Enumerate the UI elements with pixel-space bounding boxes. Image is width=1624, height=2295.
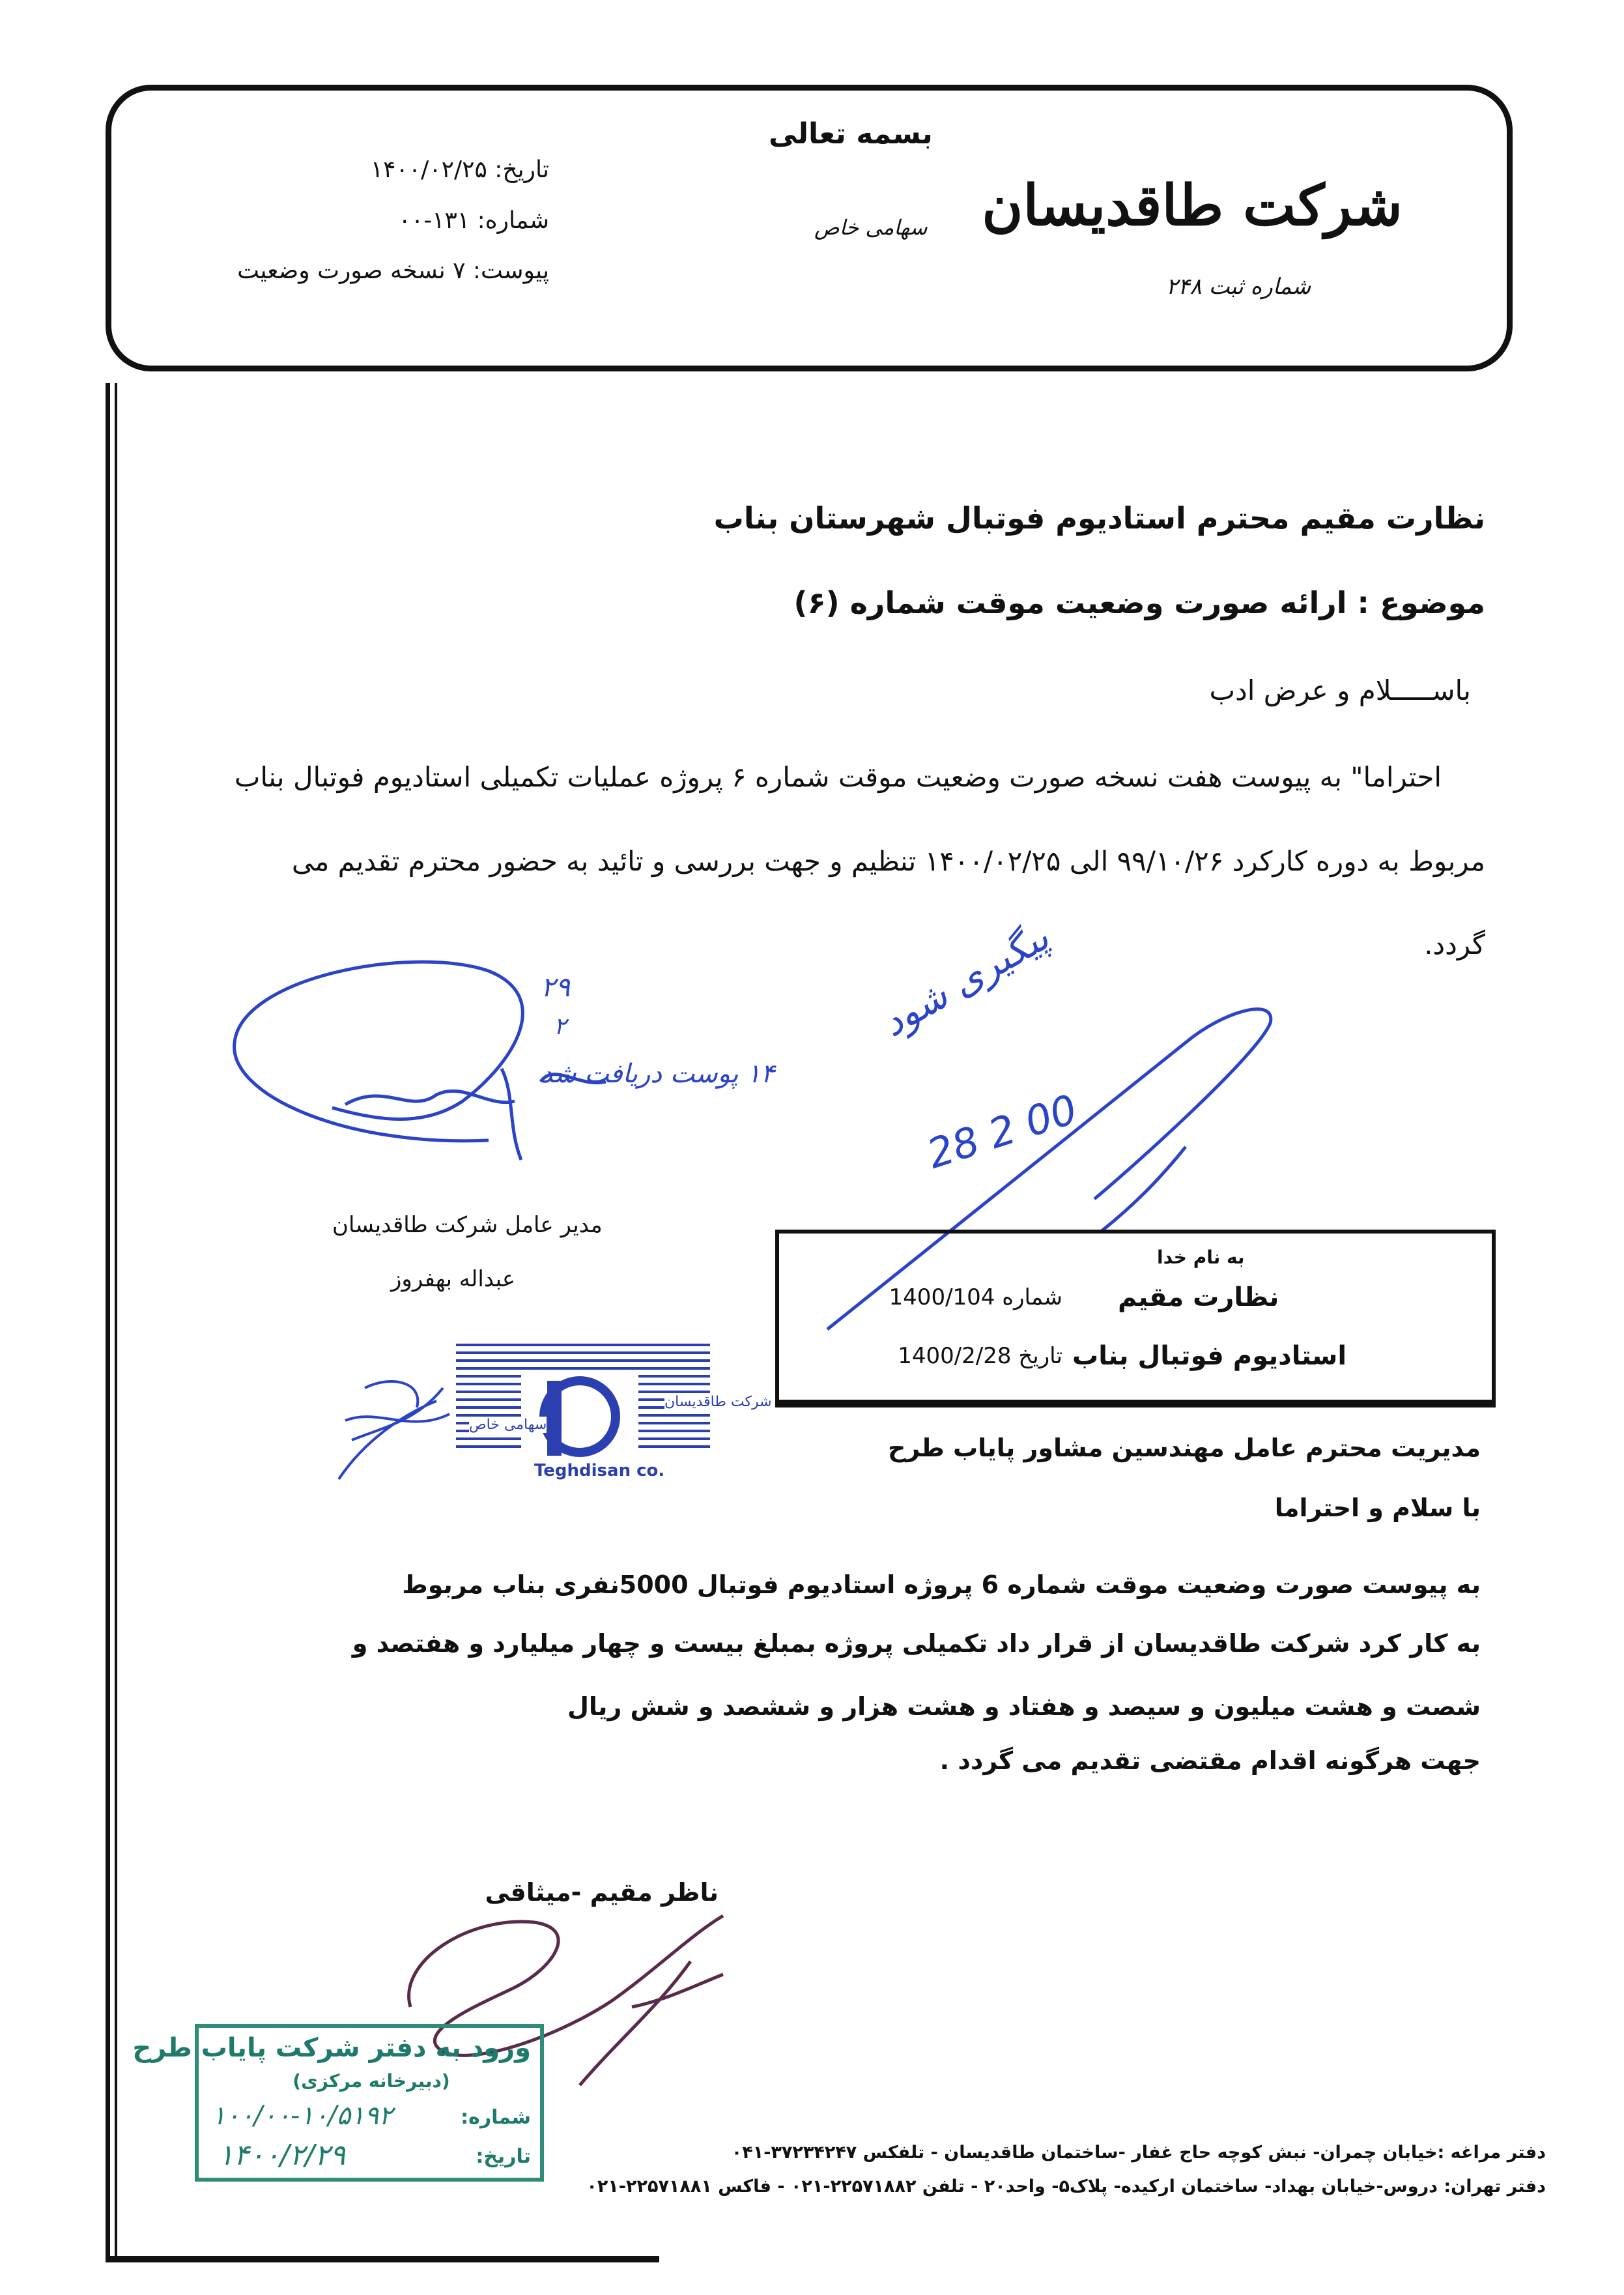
logo-type: سهامی خاص	[469, 1417, 547, 1433]
ack-org-line2: استادیوم فوتبال بناب	[1072, 1341, 1347, 1371]
attachment-value: ۷ نسخه صورت وضعیت	[237, 257, 466, 284]
left-border-outer	[106, 383, 110, 2261]
ack-number	[867, 1284, 1062, 1310]
handwritten-month: ۲	[554, 1013, 567, 1040]
stamp-number-value: ۱۰۰/۰۰-۱۰/۵۱۹۲	[212, 2101, 393, 2131]
date-label: تاریخ:	[494, 156, 549, 183]
ack-org-line1: نظارت مقیم	[1118, 1282, 1279, 1312]
signer-name: عبداله بهفروز	[391, 1266, 516, 1292]
handwritten-received-note: ۱۴ پوست دریافت شد	[541, 1059, 775, 1089]
company-type: سهامی خاص	[814, 215, 928, 240]
body-line-1: احتراما" به پیوست هفت نسخه صورت وضعیت موقت شماره ۶ پروژه عملیات تکمیلی استادیوم فوتبال بناب	[234, 761, 1442, 793]
forward-line-3: شصت و هشت میلیون و سیصد و هفتاد و هشت هزار و ششصد و شش ریال	[567, 1692, 1481, 1721]
number-field	[399, 207, 549, 234]
stamp-date-value: ۱۴۰۰/۲/۲۹	[218, 2139, 346, 2172]
forward-line-1: به پیوست صورت وضعیت موقت شماره 6 پروژه استادیوم فوتبال 5000نفری بناب مربوط	[402, 1570, 1481, 1599]
registration-number: شماره ثبت ۲۴۸	[1166, 274, 1311, 300]
date-value: ۱۴۰۰/۰۲/۲۵	[370, 156, 487, 183]
forward-line-4: جهت هرگونه اقدام مقتضی تقدیم می گردد .	[939, 1746, 1481, 1775]
ack-invocation: به نام خدا	[1157, 1247, 1245, 1268]
logo-fa: شرکت طاقدیسان	[664, 1394, 772, 1410]
ack-number-label: شماره	[1002, 1284, 1062, 1310]
handwritten-date: 28 2 00	[921, 1085, 1083, 1178]
invocation: بسمه تعالی	[769, 117, 933, 151]
ack-date-value: 1400/2/28	[898, 1343, 1012, 1369]
stamp-date-label: تاریخ:	[476, 2145, 531, 2168]
ack-date-label: تاریخ	[1018, 1343, 1062, 1369]
date-field	[371, 156, 549, 183]
bottom-border	[106, 2256, 659, 2262]
body-line-2: مربوط به دوره کارکرد ۹۹/۱۰/۲۶ الی ۱۴۰۰/۰۲/۲۵ تنظیم و جهت بررسی و تائید به حضور محترم تقدیم می	[291, 845, 1485, 877]
left-border-inner	[115, 383, 117, 2261]
receipt-stamp	[132, 2024, 544, 2182]
stamp-number-label: شماره:	[461, 2106, 531, 2129]
logo-en: Teghdisan co.	[534, 1461, 665, 1480]
forward-greeting: با سلام و احتراما	[1274, 1494, 1481, 1522]
number-value: ۱۳۱-۰۰	[398, 207, 470, 234]
forward-signer: ناظر مقیم -میثاقی	[485, 1878, 719, 1907]
signer-title: مدیر عامل شرکت طاقدیسان	[332, 1212, 603, 1238]
ack-date	[867, 1343, 1062, 1369]
attachment-field	[237, 257, 549, 284]
stamp-subtitle: (دبیرخانه مرکزی)	[292, 2070, 450, 2092]
greeting: باســـــلام و عرض ادب	[1209, 674, 1471, 706]
handwritten-followup: پیگیری شود	[874, 914, 1057, 1046]
body-line-3: گردد.	[1424, 929, 1485, 960]
footer-tehran-address: دفتر تهران: دروس-خیابان بهداد- ساختمان ارکیده- پلاک۵- واحد۲۰ - تلفن ۲۲۵۷۱۸۸۲-۰۲۱ - فاکس ۲۲۵۷۱۸۸۱-۰۲۱	[586, 2176, 1546, 2197]
number-label: شماره:	[477, 207, 549, 234]
receipt-box	[775, 1230, 1496, 1407]
forward-line-2: به کار کرد شرکت طاقدیسان از قرار داد تکمیلی پروژه بمبلغ بیست و چهار میلیارد و هفتصد و	[352, 1629, 1481, 1658]
stamp-scribble	[326, 1362, 456, 1492]
subject: موضوع : ارائه صورت وضعیت موقت شماره (۶)	[793, 585, 1485, 620]
company-name: شرکت طاقدیسان	[982, 173, 1403, 238]
attachment-label: پیوست:	[472, 257, 549, 284]
company-logo	[449, 1332, 772, 1482]
ack-number-value: 1400/104	[889, 1284, 995, 1310]
stamp-title: ورود به دفتر شرکت پایاب طرح	[132, 2033, 531, 2063]
forward-addressee: مدیریت محترم عامل مهندسین مشاور پایاب طرح	[887, 1434, 1481, 1462]
recipient: نظارت مقیم محترم استادیوم فوتبال شهرستان بناب	[713, 500, 1485, 536]
footer-maragheh-address: دفتر مراغه :خیابان چمران- نبش کوچه حاج غفار -ساختمان طاقدیسان - تلفکس ۳۷۲۳۴۲۴۷-۰۴۱	[731, 2143, 1546, 2163]
handwritten-day: ۲۹	[541, 971, 571, 1003]
